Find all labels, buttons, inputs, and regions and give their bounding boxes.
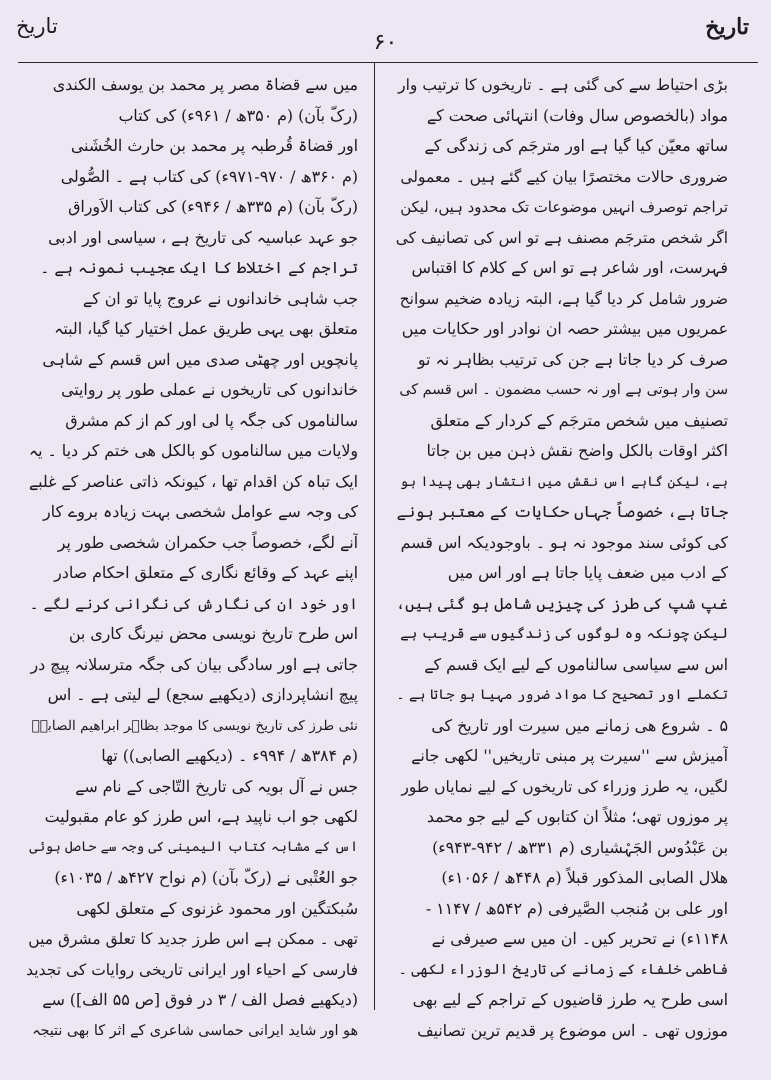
text-line: ساتھ معیّن کیا گیا ہے اور مترجَم کی زندگی کے	[424, 136, 728, 155]
column-divider	[374, 62, 375, 1010]
text-line: اور علی بن مُنجب الصَّیرفی (م ۵۴۲ھ / ۱۱۴۷ -	[425, 898, 728, 918]
text-line: تصنیف میں شخص مترجَم کے کردار کے متعلق	[430, 410, 728, 430]
text-line: سالناموں کی جگہ پا لی اور کم از کم مشرق	[65, 410, 358, 430]
text-line: ھلال الصابی المذکور قبلاً (م ۴۴۸ھ / ۱۰۵۶ء)	[441, 868, 728, 887]
right-column	[396, 70, 728, 1046]
text-line: عمریوں میں بیشتر حصہ ان نوادر اور حکایات میں	[401, 319, 728, 338]
text-line: سن وار ہوتی ہے اور نہ حسب مضمون ۔ اس قسم کی	[399, 382, 728, 398]
text-line: بڑی احتیاط سے کی گئی ہے ۔ تاریخوں کا ترتیب وار	[398, 76, 728, 94]
text-line: اپنے عہد کے وقائع نگاری کے متعلق احکام صادر	[54, 563, 358, 582]
text-line: غپ شپ کی طرز کی چیزیں شامل ہو گئی ہیں،	[396, 593, 728, 613]
text-line: اس سے سیاسی سالناموں کے لیے ایک قسم کے	[424, 654, 728, 674]
text-line: متعلق بھی یہی طریق عمل اختیار کیا گیا، البتہ	[54, 319, 358, 338]
text-line: اور خود ان کی نگارش کی نگرانی کرنے لگے ۔	[29, 594, 358, 613]
text-line: موزوں تھی ۔ اس موضوع پر قدیم ترین تصانیف	[417, 1020, 728, 1040]
text-line: سُبکتگین اور محمود غزنوی کے متعلق لکھی	[76, 898, 358, 918]
text-line: (م ۳۶۰ھ / ۹۷۰-۹۷۱ء) کی کتاب ہے ۔ الصُّولی	[60, 166, 358, 186]
text-line: تکملے اور تصحیح کا مواد ضرور مہیا ہو جاتا ہے ۔	[396, 687, 728, 703]
text-line: خاندانوں کی تاریخوں نے عملی طور پر روایتی	[61, 380, 358, 399]
text-line: جو العُتْبی نے (رکّ بآن) (م نواح ۴۲۷ھ / ۱۰۳۵ء)	[54, 868, 358, 887]
text-line: جو عہد عباسیہ کی تاریخ ہے ، سیاسی اور ادبی	[48, 227, 358, 247]
text-line: نئی طرز کی تاریخ نویسی کا موجد بظاہر ابراھیم الصابیؔ	[31, 717, 358, 734]
text-line: آنے لگے، خصوصاً جب حکمران شخصی طور پر	[57, 532, 358, 552]
text-line: بن عَبْدُوس الجَہْشیاری (م ۳۳۱ھ / ۹۴۲-۹۴۳ء)	[432, 837, 728, 857]
text-line: ۵ ۔ شروع ھی زمانے میں سیرت اور تاریخ کی	[431, 715, 728, 735]
text-line: (رکّ بآن) (م ۳۵۰ھ / ۹۶۱ء) کی کتاب	[118, 105, 358, 125]
page-number: ۶۰	[373, 30, 398, 55]
text-line: (دیکھیے فصل الف / ۳ در فوق [ص ۵۵ الف]) سے	[42, 990, 358, 1009]
text-line: جب شاہی خاندانوں نے عروج پایا تو ان کے	[82, 288, 358, 308]
text-line: کی کوئی سند موجود نہ ہو ۔ باوجودیکہ اس قسم	[400, 532, 728, 552]
text-line: کی وجہ سے عوامل شخصی بہت زیادہ بروے کار	[43, 502, 358, 521]
text-line: ضرور شامل کر دیا گیا ہے، البتہ زیادہ ضخیم سوانح	[399, 289, 728, 308]
text-line: اور قضاۃ قُرطبہ پر محمد بن حارث الخُشَنی	[70, 136, 358, 155]
text-line: اگر شخص مترجَم مصنف ہے تو اس کی تصانیف کی	[396, 228, 728, 247]
text-line: مواد (بالخصوص سال وفات) انتہائی صحت کے	[426, 105, 728, 125]
text-line: (رکّ بآن) (م ۳۳۵ھ / ۹۴۶ء) کی کتاب الاَوراق	[68, 197, 358, 216]
text-line: جاتا ہے، خصوصاً جہاں حکایات کے معتبر ہونے	[396, 502, 728, 521]
text-line: جس نے آل بویہ کی تاریخ التّاجی کے نام سے	[75, 776, 358, 796]
text-line: فاطمی خلفاء کے زمانے کی تاریخ الوزراء لکھی ۔	[398, 961, 728, 978]
text-line: جاتی ہے اور سادگی بیان کی جگہ مترسلانہ پیچ در	[30, 654, 358, 674]
left-column	[26, 70, 358, 1046]
text-line: ھو اور شاید ایرانی حماسی شاعری کے اثر کا بھی نتیجہ	[32, 1022, 358, 1039]
text-line: تراجم کے اختلاط کا ایک عجیب نمونہ ہے ۔	[40, 258, 358, 277]
header-rule	[18, 62, 758, 63]
text-line: ۱۱۴۸ء) نے تحریر کیں۔ ان میں سے صیرفی نے	[431, 929, 728, 948]
text-line: (م ۳۸۴ھ / ۹۹۴ء ۔ (دیکھیے الصابی)) تھا	[101, 746, 358, 765]
text-line: لیکن چونکہ وہ لوگوں کی زندگیوں سے قریب ہے	[400, 625, 728, 642]
text-line: میں سے قضاۃ مصر پر محمد بن یوسف الکندی	[52, 75, 358, 94]
text-line: تھی ۔ ممکن ہے اس طرز جدید کا تعلق مشرق میں	[28, 930, 358, 948]
running-title-right: تاریخ	[705, 14, 749, 40]
text-line: تراجم توصرف انہیں موضوعات تک محدود ہیں، لیکن	[400, 198, 728, 216]
text-line: اس کے مشابہ کتاب الیمینی کی وجہ سے حاصل ہوئی	[29, 839, 358, 855]
text-line: اسی طرح یہ طرز قاضیوں کے تراجم کے لیے بھی	[412, 990, 728, 1009]
text-line: اکثر اوقات بالکل واضح نقش ذہن میں بن جاتا	[426, 441, 728, 460]
text-line: پیچ انشاپردازی (دیکھیے سجع) لے لیتی ہے ۔ اس	[47, 685, 358, 704]
text-line: ولایات میں سالناموں کو بالکل ھی ختم کر دیا ۔ یہ	[28, 441, 358, 460]
text-line: صرف کر دیا جاتا ہے جن کی ترتیب بظاہر نہ تو	[417, 349, 728, 369]
text-line: کے ادب میں ضعف پایا جاتا ہے اور اس میں	[447, 563, 728, 582]
text-line: اس طرح تاریخ نویسی محض نیرنگ کاری بن	[68, 624, 358, 643]
text-line: لگیں، یہ طرز وزراء کی تاریخوں کے لیے نمایاں طور	[401, 777, 728, 796]
text-line: ہے، لیکن گاہے اس نقش میں انتشار بھی پیدا ہو	[400, 473, 728, 490]
text-line: فہرست، اور شاعر ہے تو اس کے کلام کا اقتباس	[411, 258, 728, 277]
text-line: ایک تباہ کن اقدام تھا ، کیونکہ ذاتی عناصر کے غلبے	[28, 471, 358, 491]
text-line: فارسی کے احیاء اور ایرانی تاریخی روایات کی تجدید	[26, 960, 358, 979]
text-line: ضروری حالات مختصرًا بیان کیے گئے ہیں ۔ معمولی	[400, 167, 728, 186]
text-line: آمیزش سے ''سیرت پر مبنی تاریخیں'' لکھی جانے	[411, 746, 728, 765]
running-title-left: تاریخ	[16, 14, 58, 38]
text-line: پر موزوں تھی؛ مثلاً ان کتابوں کے لیے جو محمد	[426, 807, 728, 826]
text-line: لکھی جو اب ناپید ہے، اس طرز کو عام مقبولیت	[44, 807, 358, 826]
text-line: پانچویں اور چھٹی صدی میں اس قسم کے شاہی	[42, 349, 358, 369]
